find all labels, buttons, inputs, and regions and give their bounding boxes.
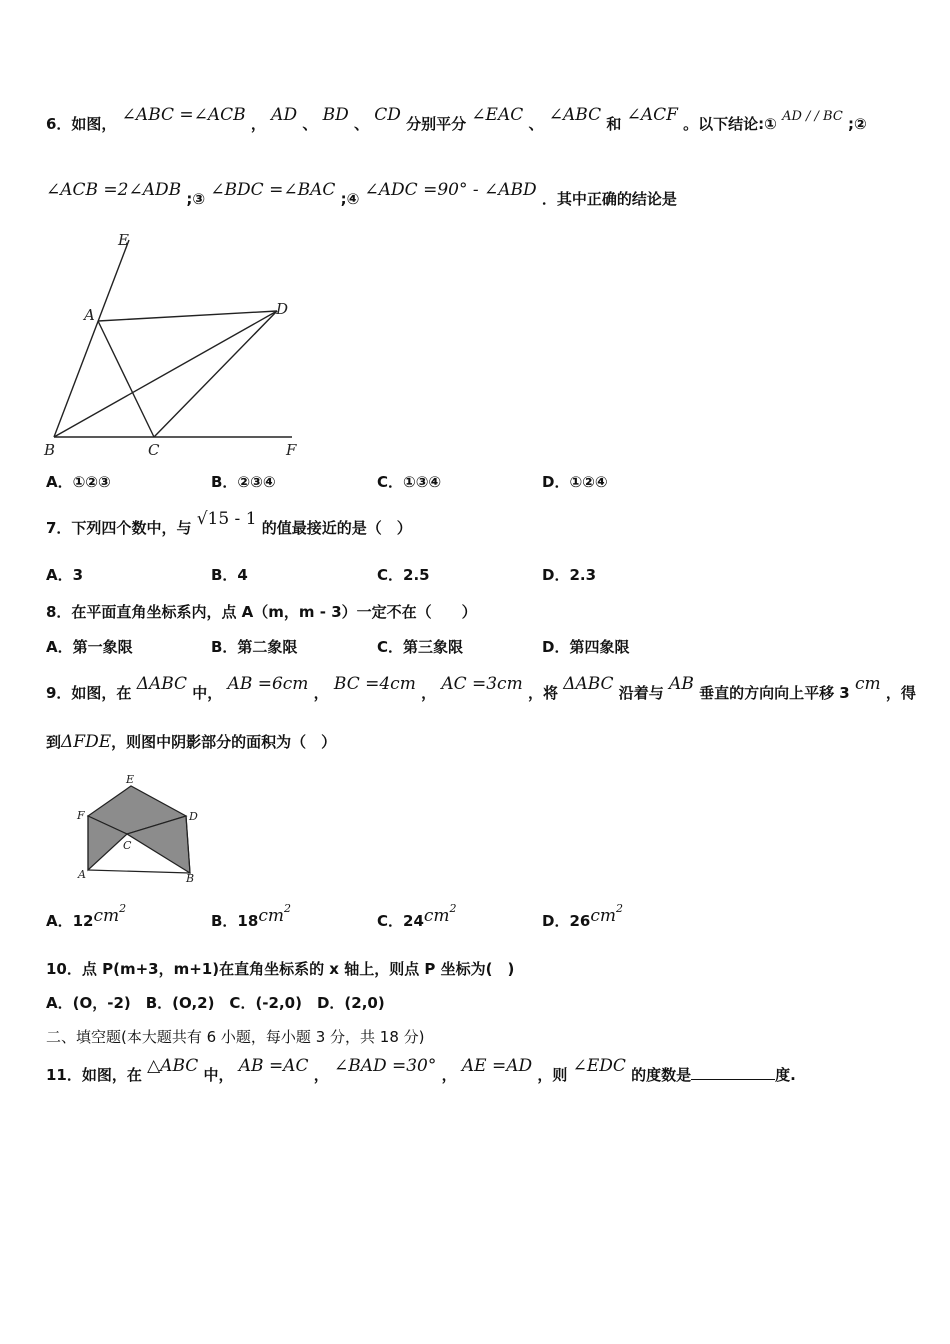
q9-text: ，得 xyxy=(885,684,916,702)
q8-stem: 8．在平面直角坐标系内，点 A（m，m - 3）一定不在（ ） xyxy=(46,603,477,621)
option-label: B．18 xyxy=(211,912,259,930)
q6-text: ;④ xyxy=(340,190,360,208)
q6-text: 分别平分 xyxy=(406,115,467,133)
q6-number: 6．如图， xyxy=(46,115,117,133)
section2-title: 二、填空题(本大题共有 6 小题，每小题 3 分，共 18 分) xyxy=(46,1028,425,1046)
q11-stem xyxy=(46,1056,796,1085)
option-exp: 2 xyxy=(119,902,127,915)
line-cd xyxy=(154,311,277,437)
q10-options[interactable]: A．(O，-2) B．(O,2) C．(-2,0) D．(2,0) xyxy=(46,994,385,1012)
line-bd xyxy=(54,311,277,437)
label-a: A xyxy=(78,868,86,881)
q6-text: ．其中正确的结论是 xyxy=(541,190,677,208)
q9-text: 到 xyxy=(46,733,62,751)
q9-math-abc: ΔABC xyxy=(136,674,188,694)
q8-option-b[interactable]: B．第二象限 xyxy=(211,638,298,656)
q11-text: ，则 xyxy=(537,1066,568,1084)
q9-text: 中， xyxy=(192,684,223,702)
q6-text: 和 xyxy=(606,115,622,133)
q9-math-abc2: ΔABC xyxy=(563,674,614,694)
q6-math-abc: ∠ABC xyxy=(548,105,602,125)
q6-sep: 、 xyxy=(353,115,369,133)
q6-option-c[interactable]: C．①③④ xyxy=(377,473,442,491)
q6-math-ad: AD xyxy=(271,105,298,125)
option-unit: cm xyxy=(258,906,284,926)
q7-option-a[interactable]: A．3 xyxy=(46,566,84,584)
q9-sep: ， xyxy=(313,684,329,702)
q9-math-cm: cm xyxy=(854,674,881,694)
label-b: B xyxy=(44,441,56,459)
q6-line2 xyxy=(46,180,677,209)
q6-text: 。以下结论:① xyxy=(683,115,777,133)
label-f: F xyxy=(286,441,297,459)
label-a: A xyxy=(84,306,95,324)
option-label: A．12 xyxy=(46,912,94,930)
q6-math-conclusion3: ∠BDC =∠BAC xyxy=(210,180,336,200)
q9-line1 xyxy=(46,674,916,703)
q9-text: 9．如图，在 xyxy=(46,684,132,702)
option-exp: 2 xyxy=(449,902,457,915)
q7-text: 7．下列四个数中，与 xyxy=(46,519,192,537)
q6-sep: 、 xyxy=(302,115,318,133)
q6-math-parallel: AD / / BC xyxy=(782,109,843,124)
q8-option-a[interactable]: A．第一象限 xyxy=(46,638,133,656)
q9-math-fde: ΔFDE xyxy=(61,732,112,752)
q9-line2 xyxy=(46,731,336,752)
q7-option-b[interactable]: B．4 xyxy=(211,566,248,584)
q11-math-abc: △ABC xyxy=(147,1056,199,1076)
q6-math-bd: BD xyxy=(322,105,349,125)
q6-text: ;③ xyxy=(186,190,206,208)
q9-figure xyxy=(72,770,212,885)
q11-answer-blank[interactable] xyxy=(691,1065,775,1080)
q7-stem xyxy=(46,509,412,538)
q9-option-a[interactable] xyxy=(46,902,127,931)
q9-option-d[interactable] xyxy=(542,902,623,931)
q11-math-ae-ad: AE =AD xyxy=(461,1056,533,1076)
q6-math-angle-equal: ∠ABC =∠ACB xyxy=(121,105,246,125)
label-d: D xyxy=(189,810,198,823)
label-c: C xyxy=(148,441,160,459)
option-unit: cm xyxy=(423,906,450,926)
q6-option-b[interactable]: B．②③④ xyxy=(211,473,276,491)
q6-math-acf: ∠ACF xyxy=(626,105,678,125)
label-e: E xyxy=(118,231,129,249)
label-d: D xyxy=(276,300,289,318)
q10-stem: 10．点 P(m+3，m+1)在直角坐标系的 x 轴上，则点 P 坐标为( ) xyxy=(46,960,515,978)
q9-option-c[interactable] xyxy=(377,902,457,931)
line-be xyxy=(54,240,129,437)
q11-text: 11．如图，在 xyxy=(46,1066,142,1084)
q11-sep: ， xyxy=(313,1066,329,1084)
q7-option-c[interactable]: C．2.5 xyxy=(377,566,430,584)
line-ac xyxy=(98,321,154,437)
q8-option-d[interactable]: D．第四象限 xyxy=(542,638,630,656)
q9-text: ，将 xyxy=(527,684,558,702)
q9-text: 垂直的方向向上平移 3 xyxy=(699,684,850,702)
label-e: E xyxy=(126,773,135,786)
q9-text: ，则图中阴影部分的面积为（ ） xyxy=(111,733,337,751)
q7-math-sqrt: √15 - 1 xyxy=(196,509,257,529)
label-f: F xyxy=(77,809,85,822)
q9-math-ab2: AB xyxy=(669,674,694,694)
q11-math-bad: ∠BAD =30° xyxy=(333,1056,437,1076)
q6-text: ;② xyxy=(848,115,867,133)
q11-sep: ， xyxy=(441,1066,457,1084)
q6-math-eac: ∠EAC xyxy=(471,105,524,125)
option-label: D．26 xyxy=(542,912,591,930)
option-exp: 2 xyxy=(283,902,291,915)
q6-line1 xyxy=(46,105,867,134)
q6-math-cd: CD xyxy=(374,105,401,125)
q6-math-conclusion4: ∠ADC =90° - ∠ABD xyxy=(364,180,537,200)
option-unit: cm xyxy=(93,906,120,926)
q7-option-d[interactable]: D．2.3 xyxy=(542,566,597,584)
q11-text: 的度数是 xyxy=(631,1066,692,1084)
label-c: C xyxy=(123,839,132,852)
q9-math-ab: AB =6cm xyxy=(227,674,309,694)
line-ab xyxy=(88,870,190,873)
option-exp: 2 xyxy=(615,902,623,915)
option-unit: cm xyxy=(590,906,616,926)
q6-option-d[interactable]: D．①②④ xyxy=(542,473,608,491)
q9-math-ac: AC =3cm xyxy=(441,674,523,694)
q6-sep: 、 xyxy=(528,115,544,133)
q7-text: 的值最接近的是（ ） xyxy=(261,519,412,537)
q9-text: 沿着与 xyxy=(618,684,664,702)
q6-figure xyxy=(40,228,310,463)
q11-text: 中， xyxy=(203,1066,234,1084)
line-ad xyxy=(98,311,277,321)
q11-math-ab-ac: AB =AC xyxy=(238,1056,309,1076)
q9-sep: ， xyxy=(421,684,437,702)
q9-option-b[interactable] xyxy=(211,902,291,931)
q6-sep: ， xyxy=(250,115,266,133)
label-b: B xyxy=(186,872,195,885)
q6-option-a[interactable]: A．①②③ xyxy=(46,473,111,491)
q11-math-edc: ∠EDC xyxy=(572,1056,626,1076)
q9-math-bc: BC =4cm xyxy=(333,674,416,694)
q8-option-c[interactable]: C．第三象限 xyxy=(377,638,464,656)
q11-text: 度. xyxy=(775,1066,796,1084)
option-label: C．24 xyxy=(377,912,424,930)
q6-math-conclusion2: ∠ACB =2∠ADB xyxy=(46,180,182,200)
